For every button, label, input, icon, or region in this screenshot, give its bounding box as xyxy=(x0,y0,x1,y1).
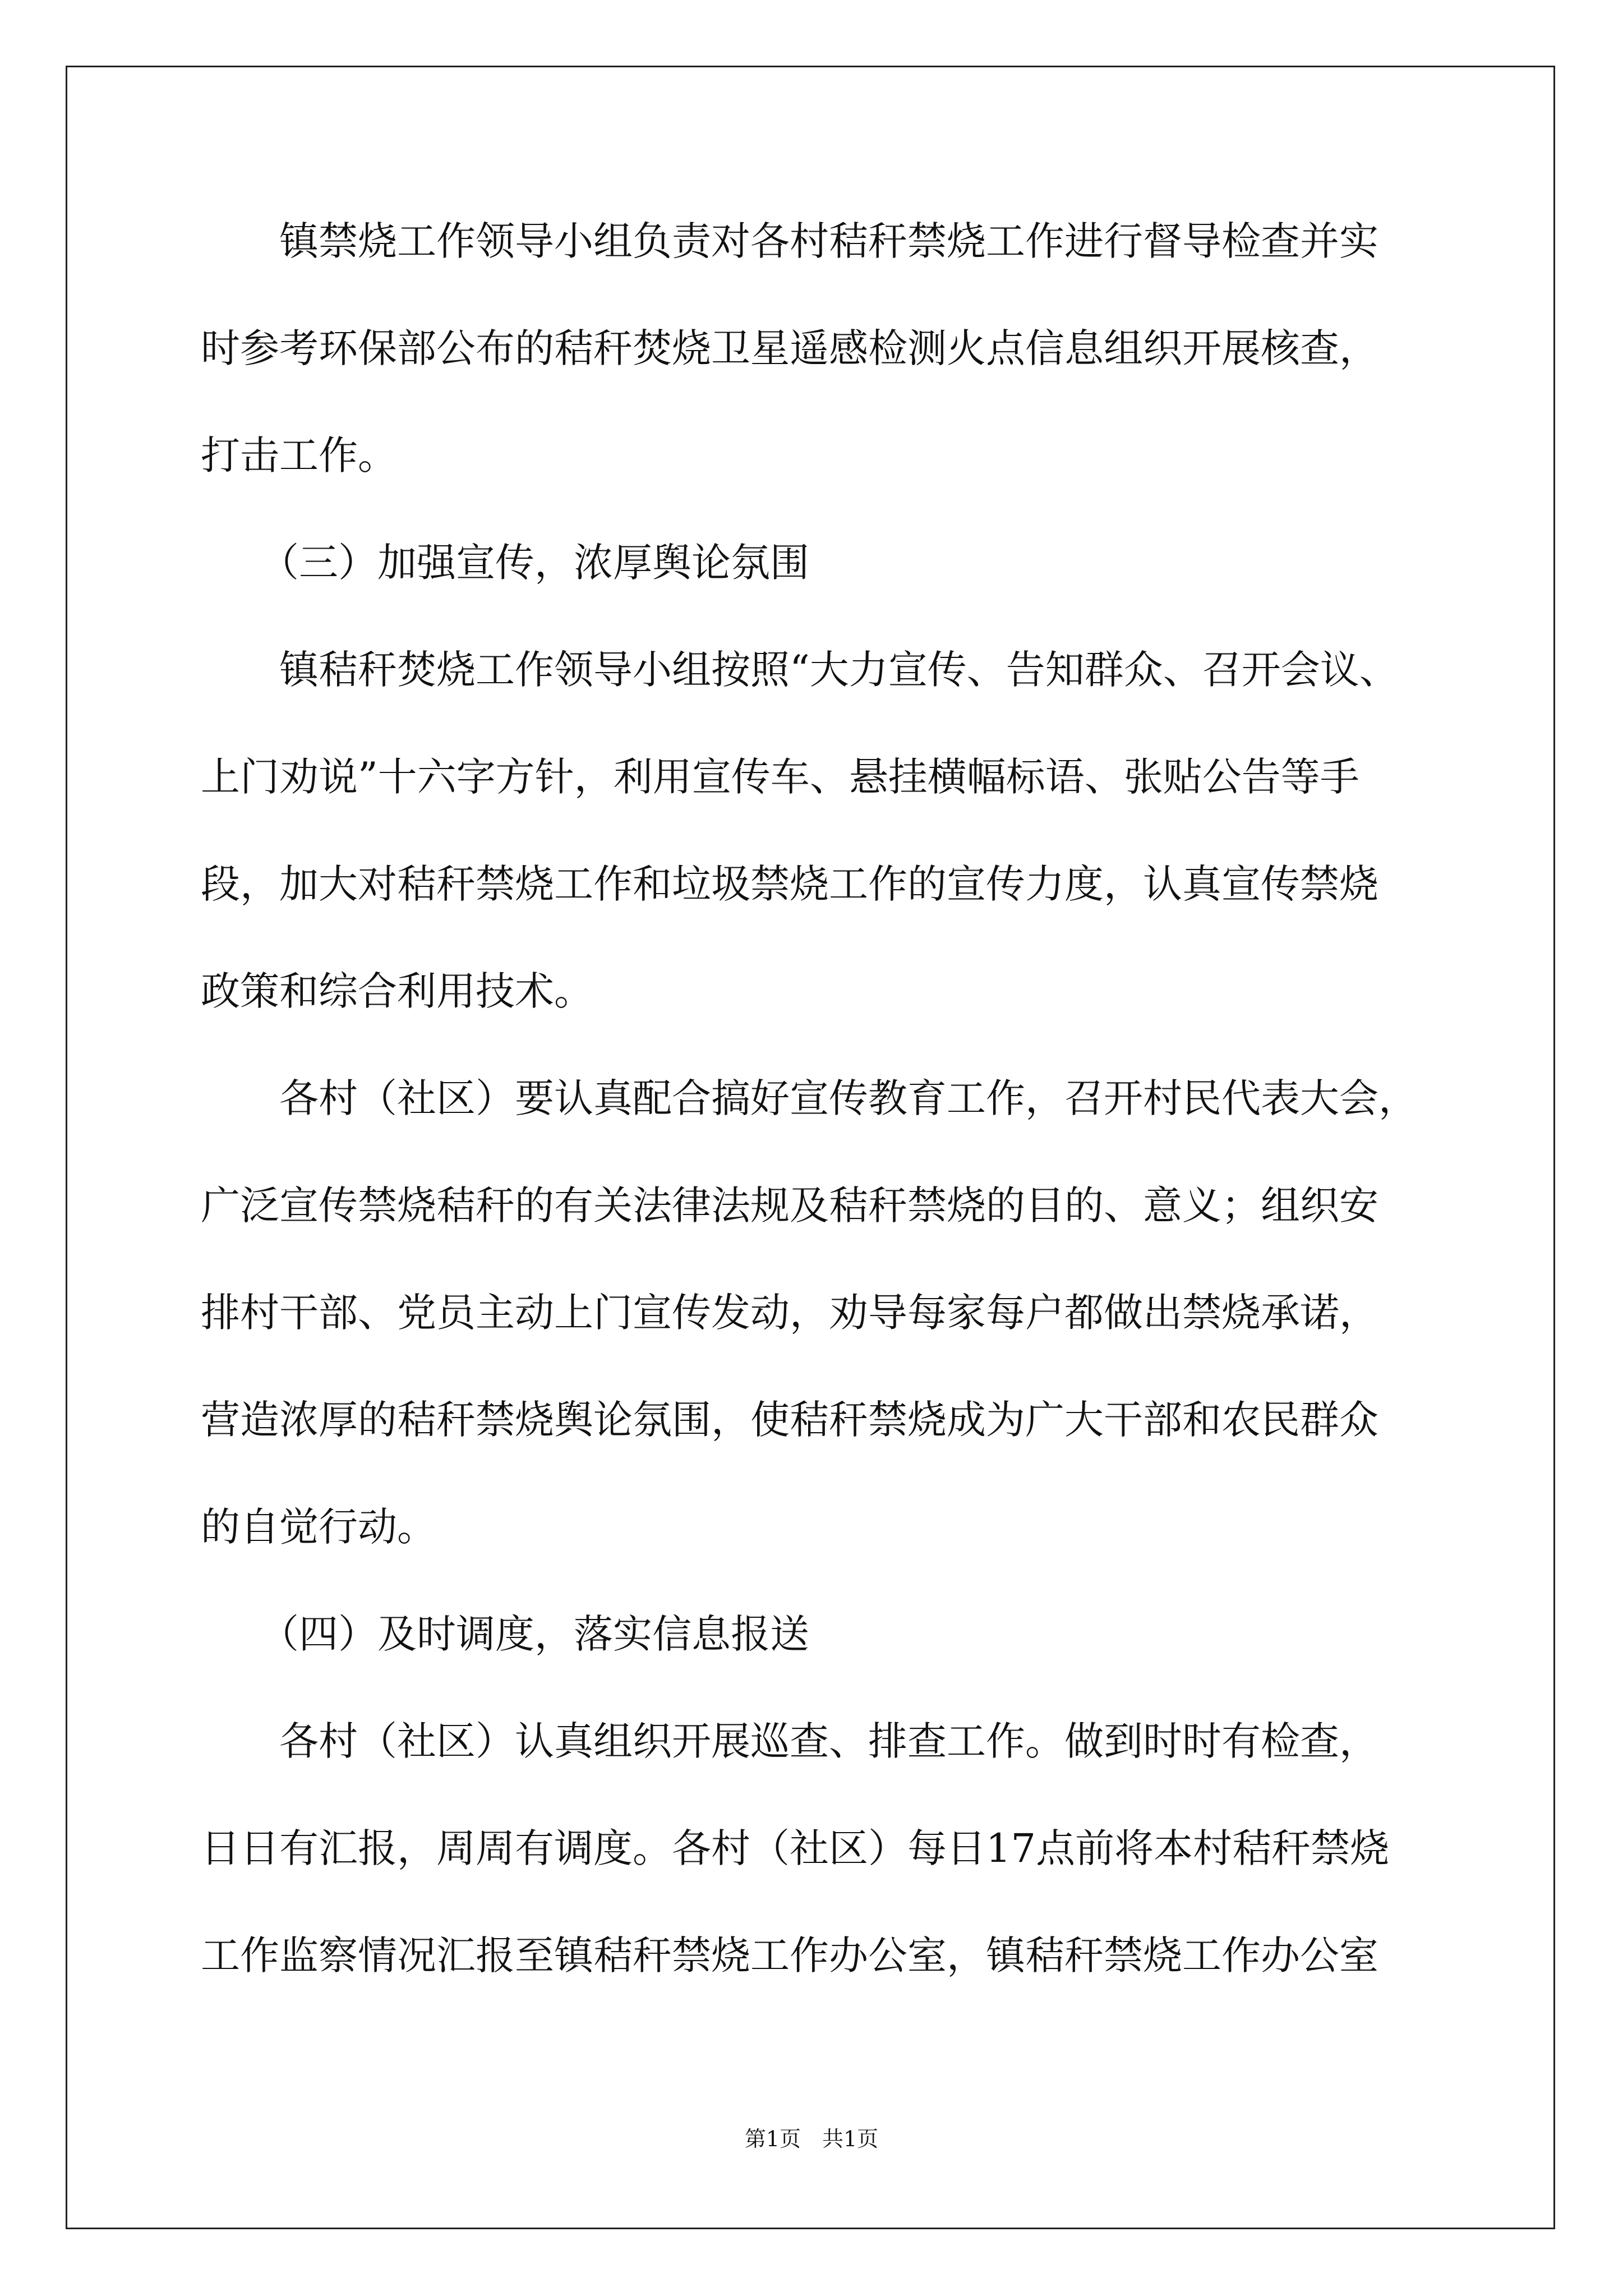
page-number: 第1页 共1页 xyxy=(744,2127,879,2151)
text-line: 广泛宣传禁烧秸秆的有关法律法规及秸秆禁烧的目的、意义；组织安 xyxy=(201,1182,1378,1228)
page-border xyxy=(66,66,1555,2229)
text-line: 打击工作。 xyxy=(201,432,397,478)
text-line: 镇禁烧工作领导小组负责对各村秸秆禁烧工作进行督导检查并实 xyxy=(201,218,1378,264)
text-line: 时参考环保部公布的秸秆焚烧卫星遥感检测火点信息组织开展核查， xyxy=(201,325,1378,371)
text-line: 日日有汇报，周周有调度。各村（社区）每日17点前将本村秸秆禁烧 xyxy=(201,1825,1390,1871)
section-heading: （三）加强宣传，浓厚舆论氛围 xyxy=(201,540,809,586)
text-line: 段，加大对秸秆禁烧工作和垃圾禁烧工作的宣传力度，认真宣传禁烧 xyxy=(201,861,1378,907)
text-line: 营造浓厚的秸秆禁烧舆论氛围，使秸秆禁烧成为广大干部和农民群众 xyxy=(201,1397,1378,1443)
text-line: 各村（社区）认真组织开展巡查、排查工作。做到时时有检查， xyxy=(201,1718,1378,1764)
text-line: 各村（社区）要认真配合搞好宣传教育工作，召开村民代表大会， xyxy=(201,1075,1418,1121)
text-line: 的自觉行动。 xyxy=(201,1504,436,1550)
text-line: 镇秸秆焚烧工作领导小组按照“大力宣传、告知群众、召开会议、 xyxy=(201,647,1399,693)
section-heading: （四）及时调度，落实信息报送 xyxy=(201,1611,809,1657)
text-line: 上门劝说”十六字方针，利用宣传车、悬挂横幅标语、张贴公告等手 xyxy=(201,754,1359,800)
text-line: 排村干部、党员主动上门宣传发动，劝导每家每户都做出禁烧承诺， xyxy=(201,1290,1378,1336)
text-line: 政策和综合利用技术。 xyxy=(201,968,593,1014)
text-line: 工作监察情况汇报至镇秸秆禁烧工作办公室，镇秸秆禁烧工作办公室 xyxy=(201,1932,1378,1978)
